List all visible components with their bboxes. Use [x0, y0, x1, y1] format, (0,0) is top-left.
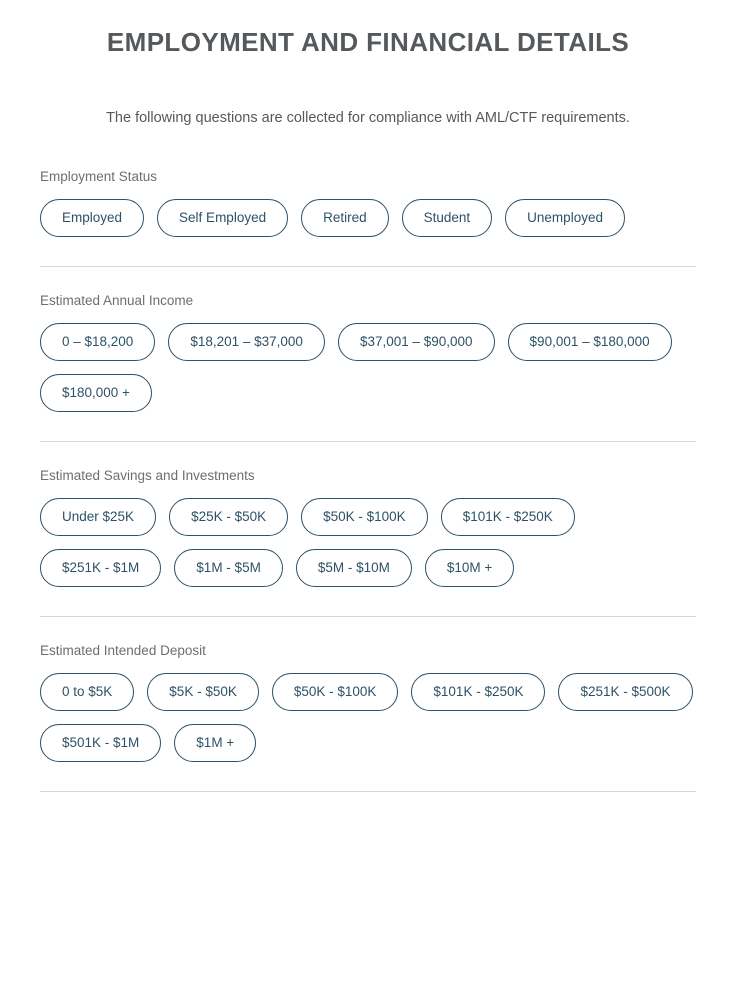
options-employment-status [40, 199, 696, 237]
spacer-3 [0, 617, 736, 643]
option-unemployed[interactable]: Unemployed [505, 199, 625, 237]
option-retired[interactable]: Retired [301, 199, 389, 237]
option-deposit-501k-1m[interactable]: $501K - $1M [40, 724, 161, 762]
option-deposit-1m-plus[interactable]: $1M + [174, 724, 256, 762]
option-deposit-50k-100k[interactable]: $50K - $100K [272, 673, 399, 711]
question-sections [0, 169, 736, 792]
option-employed[interactable]: Employed [40, 199, 144, 237]
section-label-annual-income: Estimated Annual Income [40, 293, 194, 309]
section-annual-income [0, 293, 736, 412]
option-deposit-5k-50k[interactable]: $5K - $50K [147, 673, 259, 711]
section-label-savings-investments: Estimated Savings and Investments [40, 468, 255, 484]
options-savings-investments [40, 498, 696, 587]
option-savings-10m-plus[interactable]: $10M + [425, 549, 514, 587]
option-student[interactable]: Student [402, 199, 493, 237]
spacer-2 [0, 442, 736, 468]
option-self-employed[interactable]: Self Employed [157, 199, 288, 237]
option-savings-25k-50k[interactable]: $25K - $50K [169, 498, 288, 536]
option-income-18201-37000[interactable]: $18,201 – $37,000 [168, 323, 325, 361]
option-deposit-101k-250k[interactable]: $101K - $250K [411, 673, 545, 711]
spacer-1 [0, 267, 736, 293]
option-income-180000-plus[interactable]: $180,000 + [40, 374, 152, 412]
option-savings-50k-100k[interactable]: $50K - $100K [301, 498, 428, 536]
option-savings-5m-10m[interactable]: $5M - $10M [296, 549, 412, 587]
section-label-employment-status: Employment Status [40, 169, 158, 185]
section-savings-investments [0, 468, 736, 587]
section-intended-deposit [0, 643, 736, 762]
divider-4 [40, 791, 696, 792]
option-savings-1m-5m[interactable]: $1M - $5M [174, 549, 283, 587]
section-employment-status [0, 169, 736, 237]
page-title: EMPLOYMENT AND FINANCIAL DETAILS [106, 27, 630, 57]
option-deposit-0-5k[interactable]: 0 to $5K [40, 673, 134, 711]
option-savings-101k-250k[interactable]: $101K - $250K [441, 498, 575, 536]
page-subtitle: The following questions are collected for compliance with AML/CTF requirements. [106, 110, 630, 127]
option-savings-under-25k[interactable]: Under $25K [40, 498, 156, 536]
option-income-37001-90000[interactable]: $37,001 – $90,000 [338, 323, 495, 361]
option-deposit-251k-500k[interactable]: $251K - $500K [558, 673, 692, 711]
employment-financial-details-page [0, 27, 736, 988]
options-intended-deposit [40, 673, 696, 762]
option-savings-251k-1m[interactable]: $251K - $1M [40, 549, 161, 587]
option-income-90001-180000[interactable]: $90,001 – $180,000 [508, 323, 672, 361]
options-annual-income [40, 323, 696, 412]
section-label-intended-deposit: Estimated Intended Deposit [40, 643, 206, 659]
option-income-0-18200[interactable]: 0 – $18,200 [40, 323, 155, 361]
